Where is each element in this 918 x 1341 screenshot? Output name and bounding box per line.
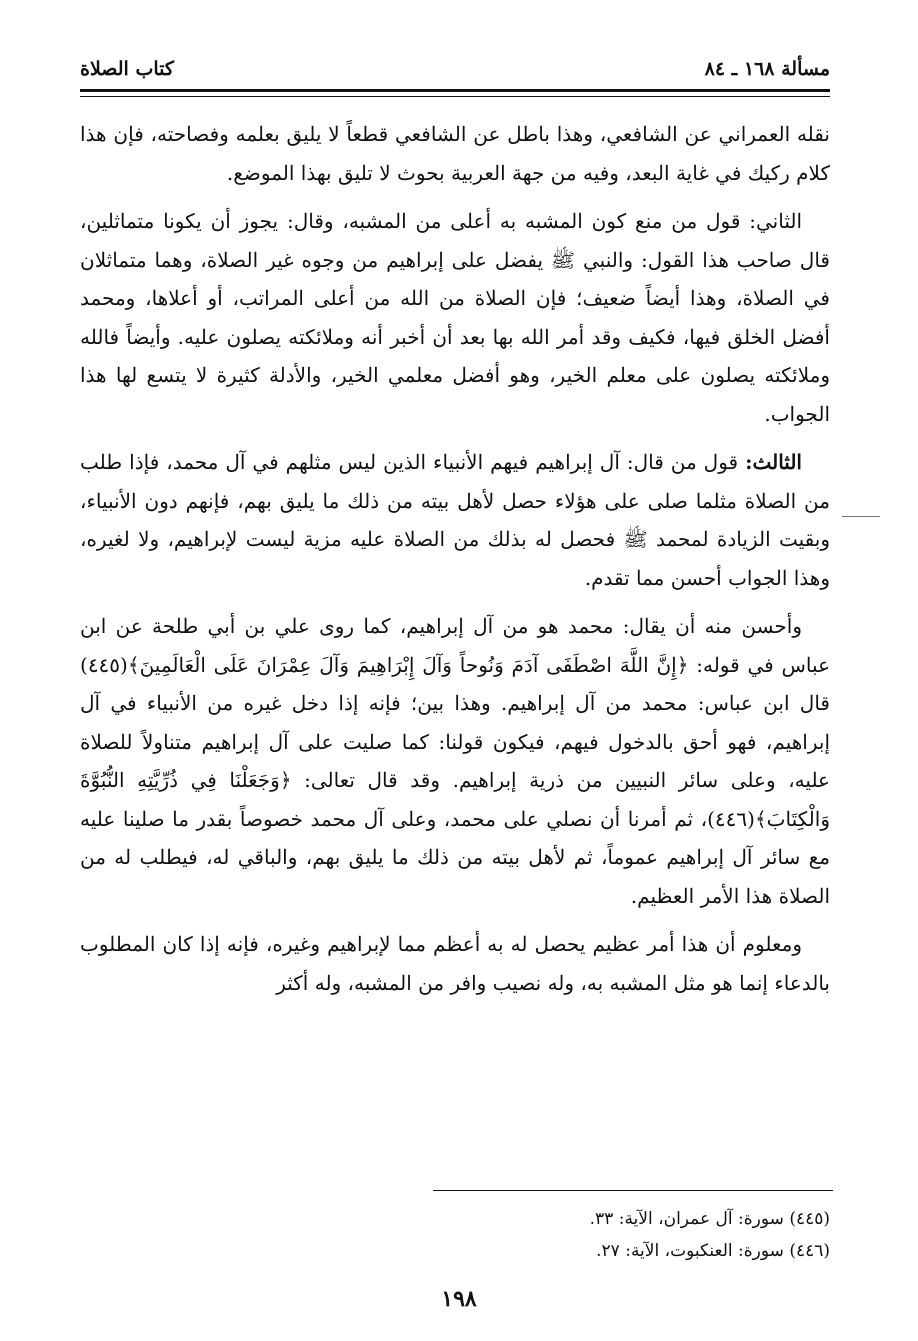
body-text [80, 115, 830, 1012]
issue-label: مسألة ١٦٨ ـ ٨٤ [704, 58, 830, 80]
paragraph-4: وأحسن منه أن يقال: محمد هو من آل إبراهيم، كما روى علي بن أبي طلحة عن ابن عباس في قوله: ﴿إِنَّ اللَّهَ اصْطَفَى آدَمَ وَنُوحاً وَآلَ إِبْرَاهِيمَ وَآلَ عِمْرَانَ عَلَى الْعَالَمِينَ﴾(٤٤٥) قال ابن عباس: محمد من آل إبراهيم. وهذا بين؛ فإنه إذا دخل غيره من الأنبياء في آل إبراهيم، فهو أحق بالدخول فيهم، فيكون قولنا: كما صليت على آل إبراهيم متناولاً للصلاة عليه، وعلى سائر النبيين من ذرية إبراهيم. وقد قال تعالى: ﴿وَجَعَلْنَا فِي ذُرِّيَّتِهِ النُّبُوَّةَ وَالْكِتَابَ﴾(٤٤٦)، ثم أمرنا أن نصلي على محمد، وعلى آل محمد خصوصاً بقدر ما صلينا عليه مع سائر آل إبراهيم عموماً، ثم لأهل بيته من ذلك ما يليق بهم، والباقي له، فيطلب له من الصلاة هذا الأمر العظيم. [80, 614, 831, 908]
running-header [80, 58, 830, 88]
paragraph-3-text: قول من قال: آل إبراهيم فيهم الأنبياء الذين ليس مثلهم في آل محمد، فإذا طلب من الصلاة مثلما صلى على هؤلاء حصل لأهل بيته من ذلك ما يليق بهم، فإنهم دون الأنبياء، وبقيت الزيادة لمحمد ﷺ فحصل له بذلك من الصلاة عليه مزية ليست لإبراهيم، ولا لغيره، وهذا الجواب أحسن مما تقدم. [80, 450, 830, 590]
paragraph-5: ومعلوم أن هذا أمر عظيم يحصل له به أعظم مما لإبراهيم وغيره، فإنه إذا كان المطلوب بالدعاء إنما هو مثل المشبه به، وله نصيب وافر من المشبه، وله أكثر [80, 932, 830, 995]
header-rule-thick [80, 89, 830, 92]
margin-mark [842, 516, 880, 517]
footnote-rule [433, 1190, 833, 1191]
third-label: الثالث: [745, 450, 802, 474]
header-rule-thin [80, 96, 830, 97]
paragraph-1: نقله العمراني عن الشافعي، وهذا باطل عن الشافعي قطعاً لا يليق بعلمه وفصاحته، فإن هذا كلام ركيك في غاية البعد، وفيه من جهة العربية بحوث لا تليق بهذا الموضع. [80, 122, 830, 185]
footnote-446: (٤٤٦) سورة: العنكبوت، الآية: ٢٧. [596, 1241, 830, 1261]
paragraph-2: الثاني: قول من منع كون المشبه به أعلى من المشبه، وقال: يجوز أن يكونا متماثلين، قال صاحب هذا القول: والنبي ﷺ يفضل على إبراهيم من وجوه غير الصلاة، وهما متماثلان في الصلاة، وهذا أيضاً ضعيف؛ فإن الصلاة من الله من أعلى المراتب، أو أعلاها، ومحمد أفضل الخلق فيها، فكيف وقد أمر الله بها بعد أن أخبر أنه وملائكته يصلون عليه. وأيضاً فالله وملائكته يصلون على معلم الخير، وهو أفضل معلمي الخير، والأدلة كثيرة لا يتسع لها هذا الجواب. [80, 209, 830, 426]
book-title: كتاب الصلاة [80, 58, 174, 80]
paragraph-3 [80, 443, 830, 597]
footnotes [80, 1203, 830, 1267]
footnote-445: (٤٤٥) سورة: آل عمران، الآية: ٣٣. [589, 1209, 830, 1229]
page-number: ١٩٨ [441, 1286, 477, 1312]
